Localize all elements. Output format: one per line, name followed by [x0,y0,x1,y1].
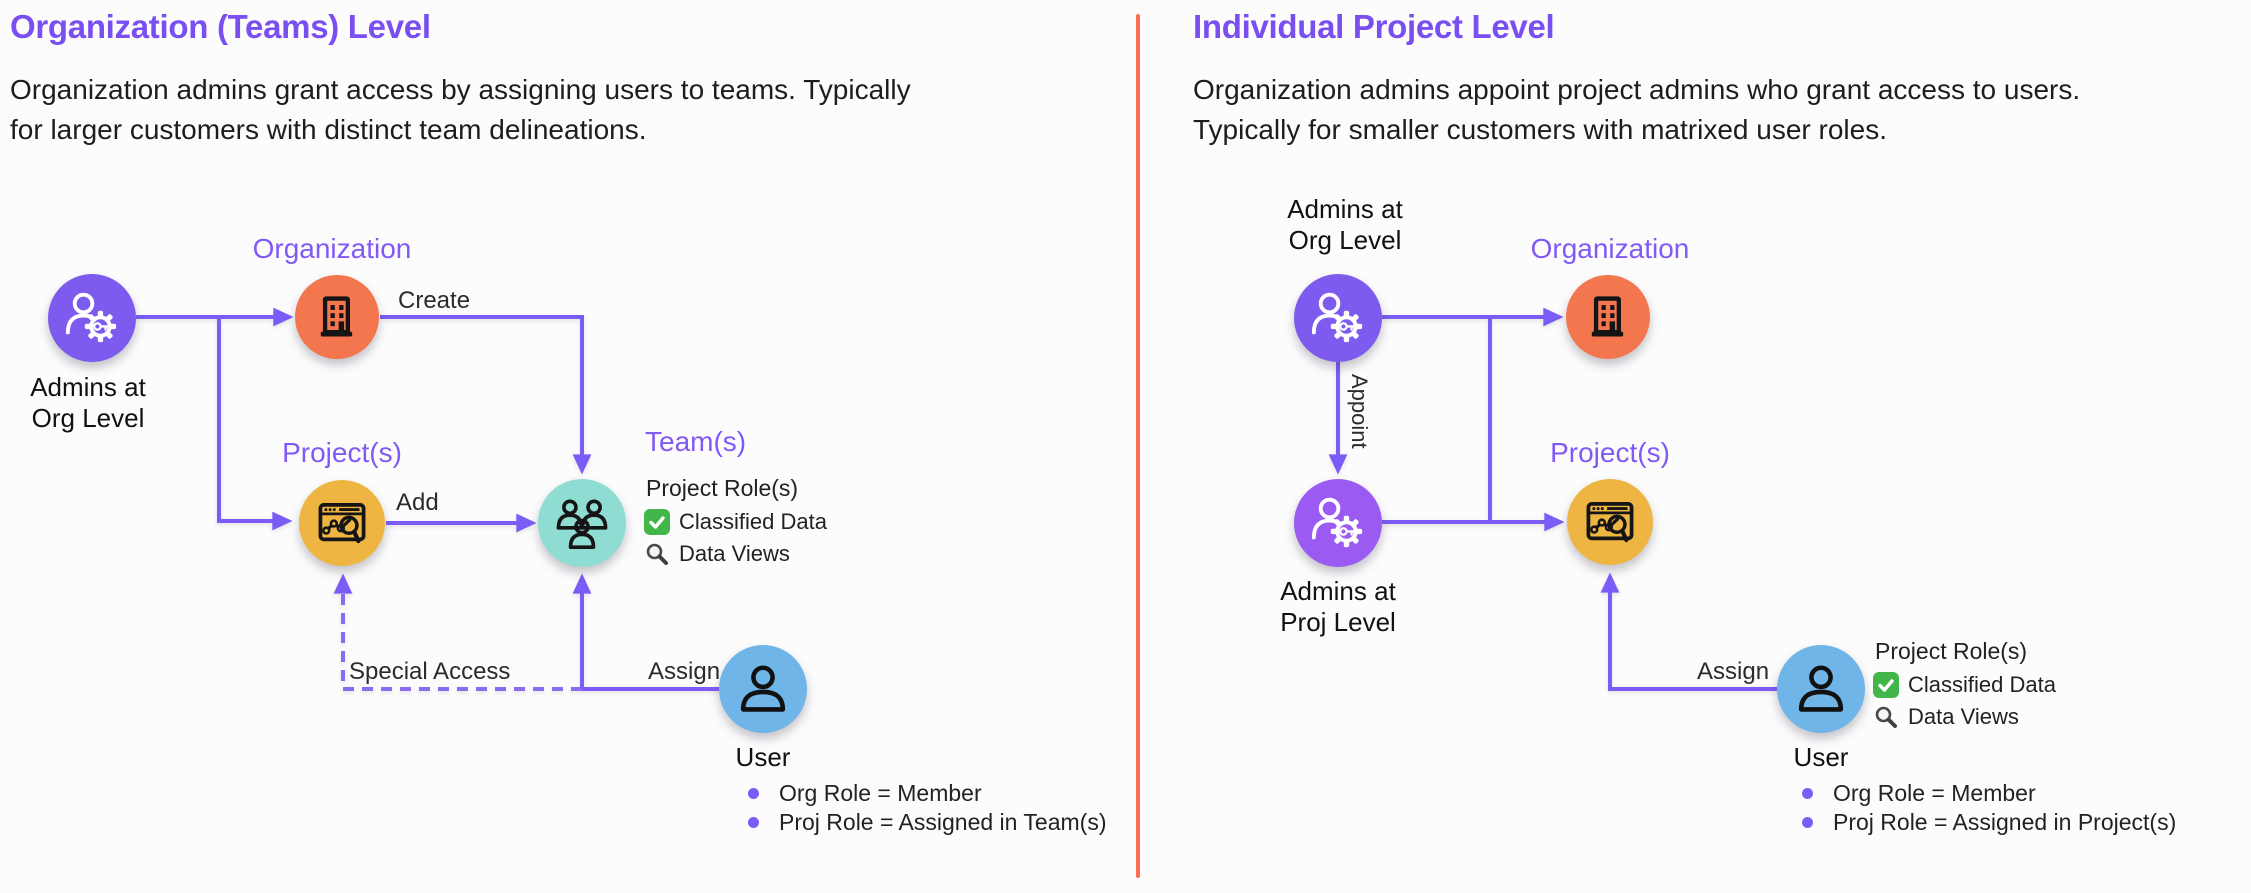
project-node-left [299,480,385,566]
proj-admin-node-right [1294,479,1382,567]
project-roles-heading-right: Project Role(s) [1875,638,2028,664]
org-admin-node-right [1294,274,1382,362]
data-views-row-right: Data Views [1873,704,2019,730]
user-node-right [1777,645,1865,733]
user-bullet-right: Org Role = Member [1802,780,2036,807]
assign-edge-label-right: Assign [1697,658,1770,685]
user-label-left: User [735,742,791,772]
left-panel-description: Organization admins grant access by assigning users to teams. Typically for larger customers with distinct team delineations. [10,74,911,145]
classified-data-row-left: Classified Data [644,509,827,535]
user-icon [1793,661,1849,717]
user-bullet-left: Org Role = Member [748,780,982,807]
left-panel-title: Organization (Teams) Level [10,8,431,45]
bullet-dot [1802,817,1813,828]
magnifier-icon [644,541,670,567]
proj-admin-label-right: Admins at Proj Level [1280,576,1396,637]
admin-gear-key-icon [63,289,121,347]
team-icon [553,494,611,552]
organization-label-left: Organization [252,233,412,264]
building-icon [311,291,363,343]
user-bullet-left: Proj Role = Assigned in Team(s) [748,809,1106,836]
bullet-dot [1802,788,1813,799]
projects-label-left: Project(s) [282,437,402,468]
appoint-edge-label: Appoint [1347,374,1372,449]
org-admin-label-right: Admins at Org Level [1287,194,1403,255]
user-label-right: User [1793,742,1849,772]
admin-gear-key-icon [1309,289,1367,347]
team-node-left [538,479,626,567]
user-bullet-right: Proj Role = Assigned in Project(s) [1802,809,2176,836]
right-panel-title: Individual Project Level [1193,8,1555,45]
org-admin-label-left: Admins at Org Level [30,372,146,433]
add-edge-label: Add [396,489,439,516]
magnifier-icon [1873,704,1899,730]
create-edge-label: Create [398,287,471,314]
right-panel-description: Organization admins appoint project admins who grant access to users. Typically for smaller customers with matrixed user roles. [1193,74,2081,145]
panel-divider [1136,14,1140,878]
bullet-dot [748,817,759,828]
organization-node-left [295,275,379,359]
bullet-dot [748,788,759,799]
dashboard-chart-icon [314,495,370,551]
edge-admin-to-project-left [219,317,288,521]
classified-data-row-right: Classified Data [1873,672,2056,698]
check-icon [1873,672,1899,698]
user-icon [735,661,791,717]
special-access-edge-label: Special Access [349,658,511,685]
teams-label-left: Team(s) [645,426,747,457]
dashboard-chart-icon [1582,494,1638,550]
assign-edge-label-left: Assign [648,658,721,685]
team-roles-heading-left: Project Role(s) [646,475,799,501]
user-node-left [719,645,807,733]
organization-node-right [1566,275,1650,359]
project-node-right [1567,479,1653,565]
org-admin-node-left [48,274,136,362]
building-icon [1582,291,1634,343]
projects-label-right: Project(s) [1550,437,1670,468]
organization-label-right: Organization [1530,233,1690,264]
data-views-row-left: Data Views [644,541,790,567]
admin-gear-key-icon [1309,494,1367,552]
check-icon [644,509,670,535]
